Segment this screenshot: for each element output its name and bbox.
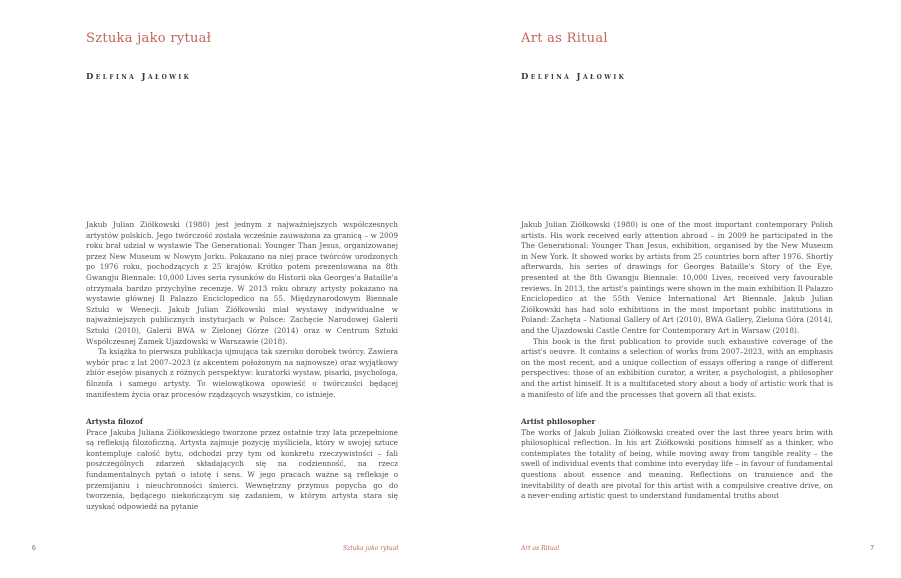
running-head: Sztuka jako rytuał bbox=[343, 545, 399, 552]
paragraph: Jakub Julian Ziółkowski (1980) is one of the most important contemporary Polish artists. His work received early attention abroad – in 2009 he participated in the The Generational: Younger Than Jesus, exhibition, organised by the New Museum in New York. It showed works by artists from 25 countries born after 1976. Shortly afterwards, his series of drawings for Georges Bataille's Story of the Eye, presented at the 8th Gwangju Biennale: 10,000 Lives, received very favourable reviews. In 2013, the artist's paintings were shown in the main exhibition Il Palazzo Enciclopedico at the 55th Venice International Art Biennale. Jakub Julian Ziółkowski has had solo exhibitions in the most important public institutions in Poland: Zachęta – National Gallery of Art (2010), BWA Gallery, Zielona Góra (2014), and the Ujazdowski Castle Centre for Contemporary Art in Warsaw (2018). bbox=[521, 220, 833, 335]
chapter-title: Art as Ritual bbox=[521, 31, 608, 46]
paragraph: Jakub Julian Ziółkowski (1980) jest jednym z najważniejszych współczesnych artystów polskich. Jego twórczość została wcześnie zauważona za granicą – w 2009 roku brał udział w wystawie The Generational: Younger Than Jesus, organizowanej przez New Museum w Nowym Jorku. Pokazano na niej prace twórców urodzonych po 1976 roku, pochodzących z 25 krajów. Krótko potem prezentowana na 8th Gwangju Biennale: 10,000 Lives seria rysunków do Historii oka Georges'a Bataille'a otrzymała bardzo przychylne recenzje. W 2013 roku obrazy artysty pokazano na wystawie głównej Il Palazzo Enciclopedico na 55. Międzynarodowym Biennale Sztuki w Wenecji. Jakub Julian Ziółkowski miał wystawy indywidualne w najważniejszych publicznych instytucjach w Polsce: Zachęcie Narodowej Galerii Sztuki (2010), Galerii BWA w Zielonej Górze (2014) oraz w Centrum Sztuki Współczesnej Zamek Ujazdowski w Warszawie (2018). bbox=[86, 220, 398, 346]
author-name: Delfina Jałowik bbox=[521, 72, 627, 82]
paragraph: The works of Jakub Julian Ziółkowski created over the last three years brim with philosophical reflection. In his art Ziółkowski positions himself as a thinker, who contemplates the totality of being, while moving away from tangible reality – the swell of individual events that combine into everyday life – in favour of fundamental questions about essence and meaning. Reflections on transience and the inevitability of death are pivotal for this artist with a compulsive creative drive, on a never-ending artistic quest to understand fundamental truths about bbox=[521, 427, 833, 501]
paragraph: Prace Jakuba Juliana Ziółkowskiego tworzone przez ostatnie trzy lata przepełnione są refleksją filozoficzną. Artysta zajmuje pozycję myśliciela, który w swojej sztuce kontempluje całość bytu, odchodzi przy tym od konkretu rzeczywistości – fali poszczególnych zdarzeń składających się na codzienność, na rzecz fundamentalnych pytań o istotę i sens. W jego pracach ważne są refleksje o przemijaniu i nieuchronności śmierci. Wewnętrzny przymus popycha go do tworzenia, będącego niekończącym się zadaniem, w którym artysta stara się uzyskać odpowiedź na pytanie bbox=[86, 427, 398, 511]
author-name: Delfina Jałowik bbox=[86, 72, 192, 82]
body-text bbox=[86, 220, 398, 512]
section-heading: Artist philosopher bbox=[521, 417, 596, 427]
chapter-title: Sztuka jako rytuał bbox=[86, 31, 212, 46]
paragraph: This book is the first publication to provide such exhaustive coverage of the artist's oeuvre. It contains a selection of works from 2007–2023, with an emphasis on the most recent, and a unique collection of essays offering a range of different perspectives: those of an exhibition curator, a writer, a psychologist, a philosopher and the artist himself. It is a multifaceted story about a body of artistic work that is a manifesto of life and the processes that govern all that exists. bbox=[521, 336, 833, 399]
section-heading: Artysta filozof bbox=[86, 417, 143, 427]
body-text bbox=[521, 220, 833, 502]
paragraph: Ta książka to pierwsza publikacja ujmująca tak szeroko dorobek twórcy. Zawiera wybór prac z lat 2007–2023 (z akcentem położonym na najnowsze) oraz wyjątkowy zbiór esejów pisanych z różnych perspektyw: kuratorki wystaw, pisarki, psychologa, filozofa i samego artysty. To wielowątkowa opowieść o twórczości będącej manifestem życia oraz procesów rządzących wszystkim, co istnieje. bbox=[86, 347, 398, 399]
left-page bbox=[0, 0, 450, 578]
right-page bbox=[451, 0, 901, 578]
page-number: 6 bbox=[32, 545, 36, 552]
page-number: 7 bbox=[870, 545, 874, 552]
running-head: Art as Ritual bbox=[521, 545, 560, 552]
